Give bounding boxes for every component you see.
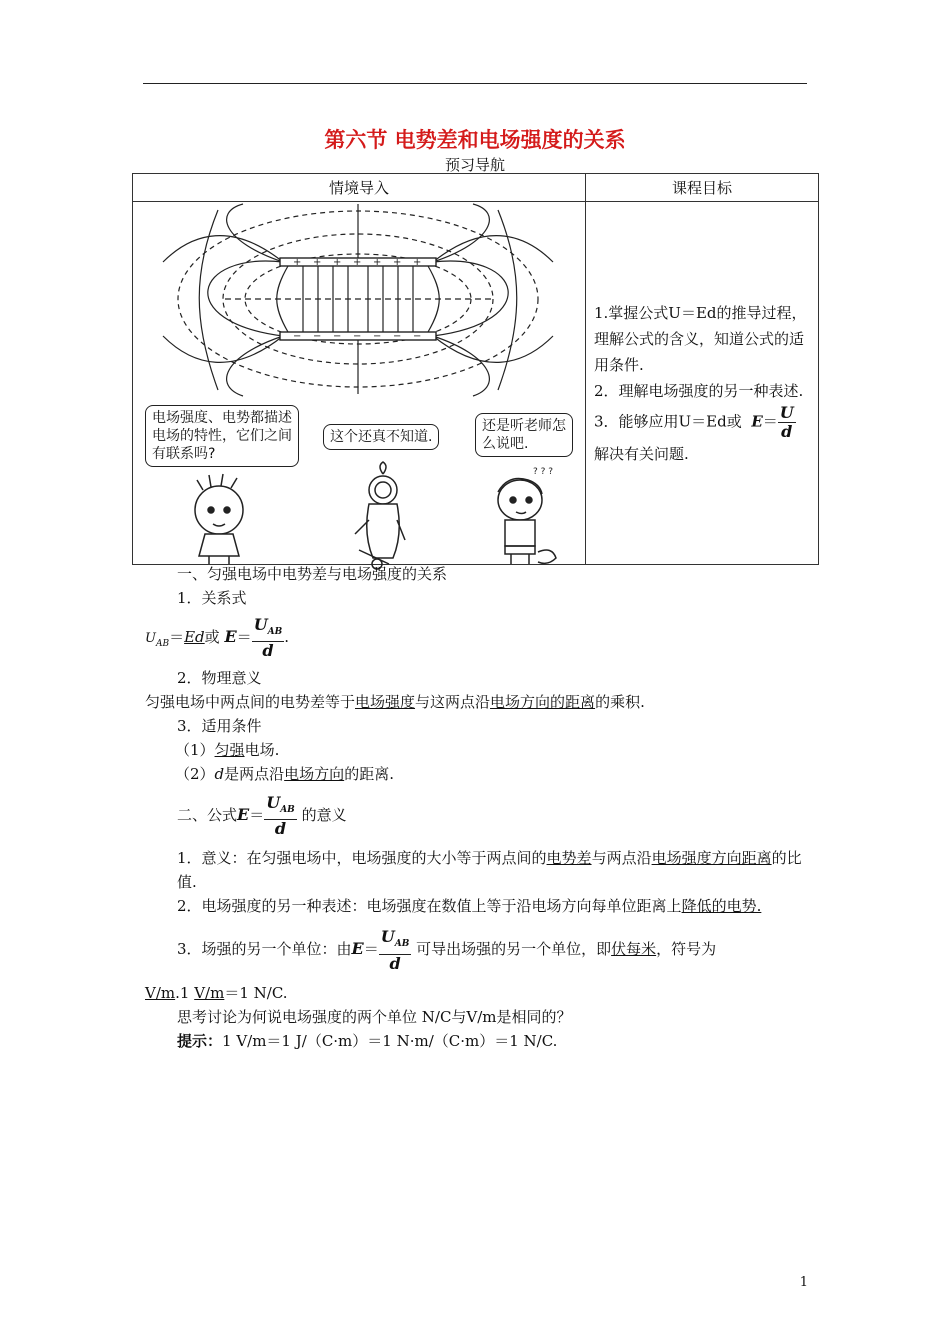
s2-3-u: 伏每米 bbox=[611, 940, 657, 959]
meaning-u1: 电场强度 bbox=[355, 693, 416, 712]
section-2-heading bbox=[145, 794, 807, 838]
cond2-d: d bbox=[214, 765, 225, 784]
s2-1-c: 的比值. bbox=[177, 849, 802, 892]
s2-2-a: 2．电场强度的另一种表述：电场强度在数值上等于沿电场方向每单位距离上 bbox=[177, 897, 682, 916]
unit-e: ＝1 N/C. bbox=[224, 983, 288, 1002]
svg-text:−: − bbox=[393, 331, 402, 342]
svg-text:+: + bbox=[293, 257, 302, 268]
goal-1: 1.掌握公式U＝Ed的推导过程，理解公式的含义，知道公式的适用条件. bbox=[594, 303, 807, 374]
svg-text:−: − bbox=[333, 331, 342, 342]
section2-eq: ＝ bbox=[249, 806, 265, 825]
svg-text:−: − bbox=[353, 331, 362, 342]
s2-3-den: d bbox=[389, 953, 401, 973]
section2-E: E bbox=[237, 805, 250, 825]
svg-text:+: + bbox=[393, 257, 402, 268]
cond2-a: （2） bbox=[175, 765, 215, 784]
cond1-u: 匀强 bbox=[214, 741, 245, 760]
s2-3-c: ，符号为 bbox=[656, 940, 717, 959]
section2-num-u: U bbox=[266, 793, 281, 813]
svg-text:−: − bbox=[373, 331, 382, 342]
s2-3-num bbox=[379, 928, 412, 954]
formula-1-u: U bbox=[145, 631, 156, 647]
svg-text:−: − bbox=[313, 331, 322, 342]
s2-item-3 bbox=[145, 928, 807, 972]
condition-2 bbox=[145, 762, 807, 786]
formula-1-eq2: ＝ bbox=[236, 628, 252, 647]
hint-text: 1 V/m＝1 J/（C·m）＝1 N·m/（C·m）＝1 N/C. bbox=[222, 1031, 558, 1050]
formula-1-ed: Ed bbox=[184, 628, 205, 647]
goal-3-formula-E: E bbox=[751, 412, 763, 430]
page-number: 1 bbox=[799, 1275, 808, 1290]
page-subtitle: 预习导航 bbox=[444, 156, 505, 174]
s2-3-num-u: U bbox=[380, 927, 395, 947]
s2-3-E: E bbox=[351, 939, 364, 959]
s2-item-2 bbox=[145, 894, 807, 918]
item-1: 1．关系式 bbox=[177, 589, 247, 607]
svg-text:+: + bbox=[413, 257, 422, 268]
s2-3-a: 3．场强的另一个单位：由 bbox=[177, 940, 352, 959]
preview-table bbox=[132, 173, 819, 565]
meaning-a: 匀强电场中两点间的电势差等于 bbox=[145, 693, 356, 712]
s2-1-a: 1．意义：在匀强电场中，电场强度的大小等于两点间的 bbox=[177, 849, 547, 868]
goal-3-fraction-num: U bbox=[779, 402, 794, 422]
formula-1: $U_{AB}=Ed$或 E＝ $\frac{U_{AB}}{d}$ . bbox=[145, 615, 290, 661]
girl-character-icon bbox=[195, 474, 243, 564]
goal-3-fraction-den: d bbox=[781, 421, 793, 441]
formula-1-num-sub: AB bbox=[267, 627, 283, 638]
formula-1-sub: AB bbox=[155, 639, 170, 650]
unit-m: .1 bbox=[175, 983, 195, 1002]
formula-1-num bbox=[252, 616, 285, 642]
meaning-b: 与这两点沿 bbox=[415, 693, 491, 712]
item-3: 3．适用条件 bbox=[177, 717, 262, 736]
s2-item-1 bbox=[145, 846, 807, 894]
cond2-u: 电场方向 bbox=[284, 765, 345, 784]
s2-3-num-sub: AB bbox=[394, 939, 410, 950]
s2-1-u2: 电场强度方向距离 bbox=[651, 849, 772, 868]
s2-1-u1: 电势差 bbox=[546, 849, 592, 868]
svg-text:+: + bbox=[353, 257, 362, 268]
scenario-illustration bbox=[133, 202, 585, 564]
goal-3-formula-eq: ＝ bbox=[762, 412, 778, 430]
header-rule bbox=[143, 83, 807, 84]
unit-u2: V/m bbox=[194, 983, 225, 1002]
speech-bubble-middle: 这个还真不知道. bbox=[323, 424, 439, 450]
formula-1-or: 或 bbox=[204, 628, 220, 647]
svg-text:−: − bbox=[413, 331, 422, 342]
field-line-diagram bbox=[133, 202, 585, 417]
cond1-b: 电场. bbox=[244, 741, 280, 760]
goal-3-suffix: 解决有关问题. bbox=[594, 444, 689, 463]
s2-3-b: 可导出场强的另一个单位，即 bbox=[416, 940, 612, 959]
section2-num bbox=[264, 794, 297, 820]
page-title: 第六节 电势差和电场强度的关系 bbox=[324, 128, 626, 152]
section2-num-sub: AB bbox=[280, 805, 295, 816]
section-1-heading: 一、匀强电场中电势差与电场强度的关系 bbox=[177, 565, 448, 583]
section2-b: 的意义 bbox=[301, 806, 347, 825]
goal-2: 2．理解电场强度的另一种表述. bbox=[594, 381, 804, 400]
formula-1-eq: ＝ bbox=[169, 628, 185, 647]
unit-line bbox=[145, 981, 807, 1005]
condition-1 bbox=[145, 738, 807, 762]
header-scenario: 情境导入 bbox=[133, 174, 586, 202]
svg-text:+: + bbox=[313, 257, 322, 268]
hint-label: 提示： bbox=[177, 1031, 223, 1050]
section2-a: 二、公式 bbox=[177, 806, 238, 825]
formula-1-den: d bbox=[262, 641, 274, 661]
section2-den: d bbox=[274, 819, 287, 839]
header-goals: 课程目标 bbox=[586, 174, 819, 202]
hint bbox=[145, 1029, 807, 1053]
svg-text:+: + bbox=[373, 257, 382, 268]
think-question: 思考讨论为何说电场强度的两个单位 N/C与V/m是相同的？ bbox=[177, 1007, 572, 1026]
item-2: 2．物理意义 bbox=[177, 669, 262, 688]
shinchan-character-icon bbox=[498, 479, 556, 565]
formula-1-E: E bbox=[224, 627, 237, 647]
cond1-a: （1） bbox=[175, 741, 215, 760]
svg-text:+: + bbox=[333, 257, 342, 268]
goal-3 bbox=[594, 404, 810, 467]
svg-text:? ? ?: ? ? ? bbox=[533, 467, 554, 477]
cond2-b: 是两点沿 bbox=[224, 765, 285, 784]
speech-bubble-left: 电场强度、电势都描述电场的特性，它们之间有联系吗? bbox=[145, 405, 299, 467]
formula-1-num-u: U bbox=[253, 615, 268, 634]
main-content bbox=[145, 560, 807, 1053]
cartoon-characters bbox=[133, 460, 585, 570]
teletubby-character-icon bbox=[355, 462, 405, 569]
svg-text:−: − bbox=[293, 331, 302, 342]
scenario-cell bbox=[133, 202, 586, 565]
goals-cell bbox=[586, 202, 819, 565]
meaning-u2: 电场方向的距离 bbox=[490, 693, 596, 712]
cond2-c: 的距离. bbox=[344, 765, 394, 784]
meaning-c: 的乘积. bbox=[595, 693, 645, 712]
section2-fraction bbox=[264, 794, 297, 838]
s2-2-u: 降低的电势. bbox=[681, 897, 762, 916]
goal-3-prefix: 3．能够应用U＝Ed或 bbox=[594, 412, 742, 430]
speech-bubble-right: 还是听老师怎么说吧. bbox=[475, 413, 573, 457]
goal-3-fraction bbox=[778, 404, 796, 441]
s2-3-fraction bbox=[379, 928, 412, 972]
s2-3-eq: ＝ bbox=[363, 940, 379, 959]
meaning-text bbox=[145, 690, 807, 714]
formula-1-fraction bbox=[252, 616, 285, 660]
s2-1-b: 与两点沿 bbox=[591, 849, 652, 868]
unit-u1: V/m bbox=[145, 983, 176, 1002]
